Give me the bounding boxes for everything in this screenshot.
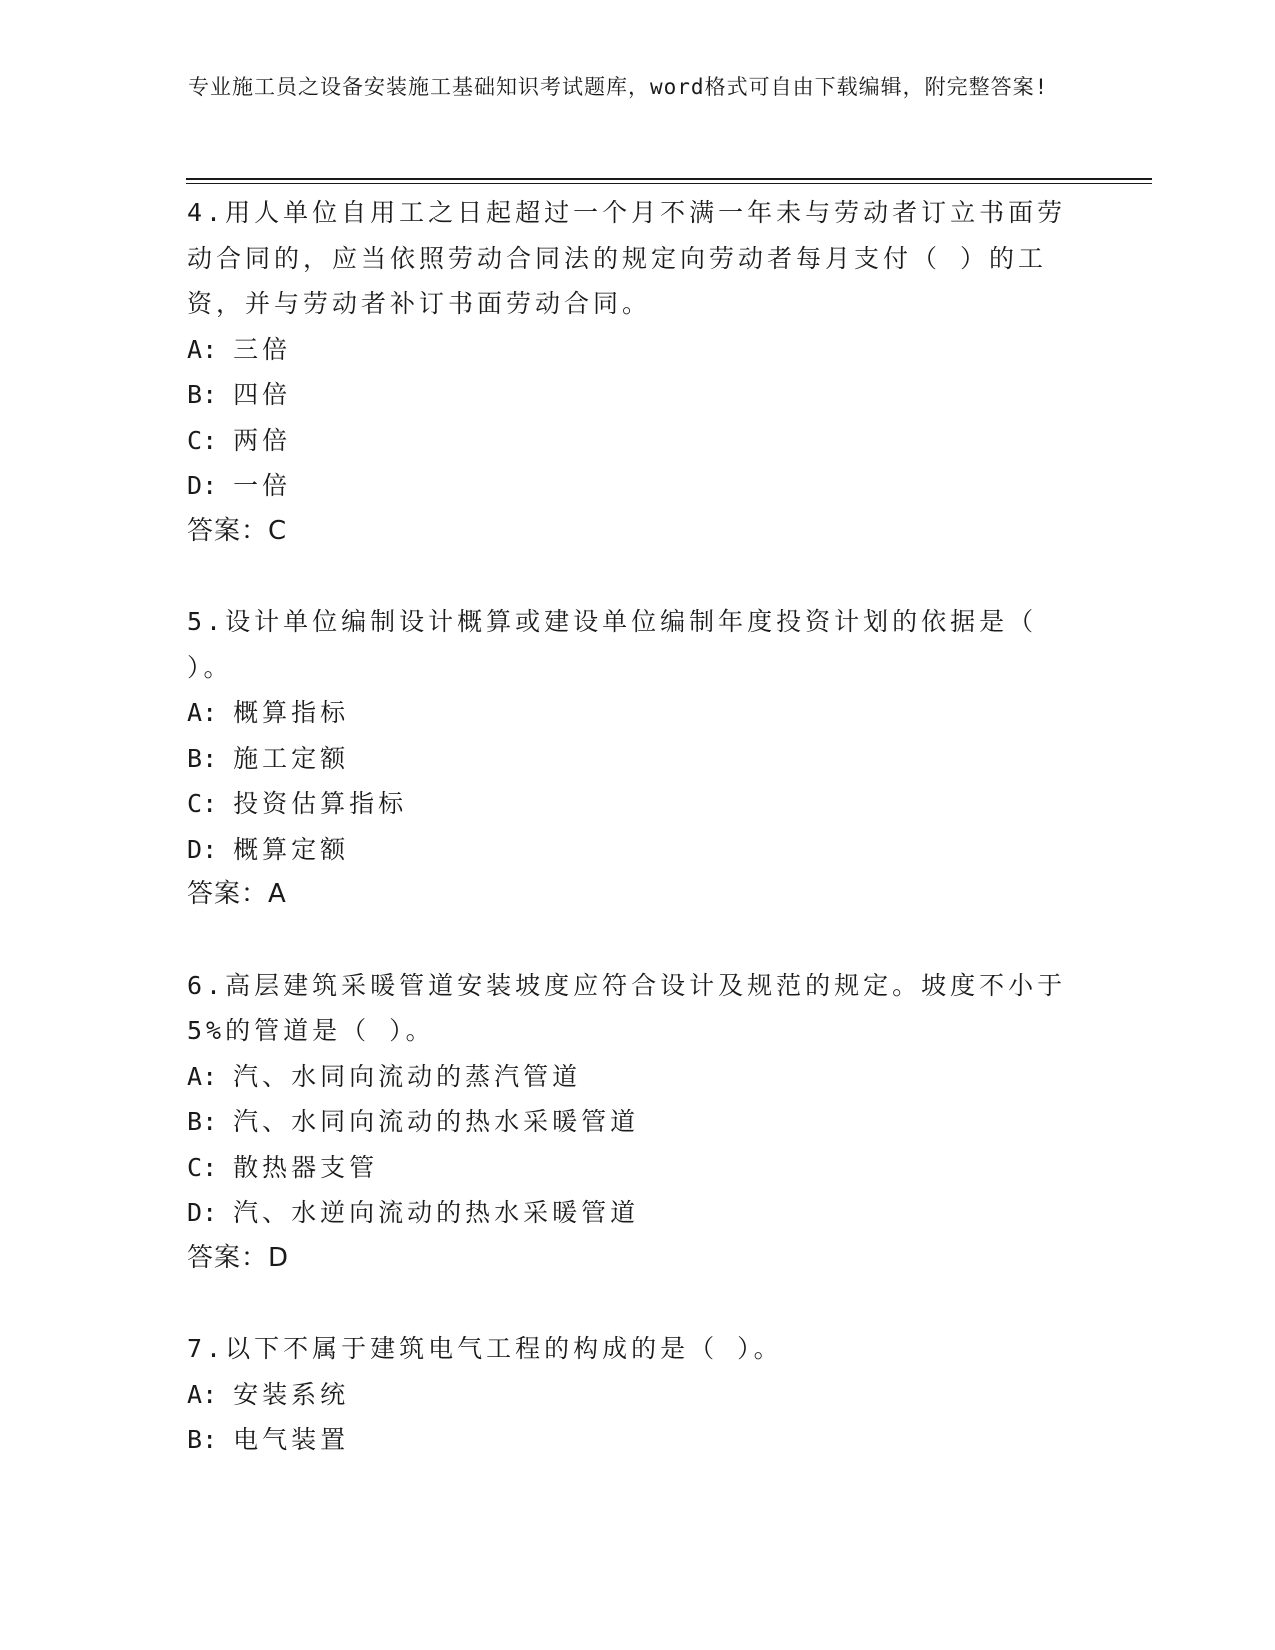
- option-text: 三倍: [233, 334, 292, 364]
- option-c: C: 散热器支管: [187, 1152, 379, 1182]
- option-text: 两倍: [233, 425, 292, 455]
- answer-line: [187, 1236, 1087, 1282]
- question-stem: [187, 190, 1087, 327]
- answer-value: D: [268, 1242, 290, 1273]
- question-number: 5.: [187, 607, 226, 636]
- option-text: 施工定额: [233, 743, 350, 773]
- option-text: 概算指标: [233, 698, 350, 727]
- option-text: 电气装置: [233, 1425, 350, 1454]
- option-list: [187, 690, 1087, 872]
- option-text: 概算定额: [233, 834, 350, 864]
- question-6: [187, 963, 1087, 1282]
- answer-value: C: [268, 515, 288, 546]
- option-a: A: 概算指标: [187, 698, 350, 727]
- question-text: 高层建筑采暖管道安装坡度应符合设计及规范的规定。坡度不小于5%的管道是（ ）。: [187, 970, 1067, 1045]
- option-text: 汽、水同向流动的蒸汽管道: [233, 1061, 582, 1091]
- option-list: [187, 1054, 1087, 1236]
- option-text: 汽、水同向流动的热水采暖管道: [233, 1107, 640, 1136]
- question-7: [187, 1326, 1087, 1463]
- option-text: 安装系统: [233, 1379, 350, 1409]
- option-b: B: 施工定额: [187, 743, 350, 773]
- option-b: B: 电气装置: [187, 1425, 350, 1454]
- option-text: 投资估算指标: [233, 789, 408, 818]
- answer-line: [187, 509, 1087, 555]
- answer-label: 答案：: [187, 1242, 269, 1273]
- option-d: D: 一倍: [187, 471, 292, 500]
- answer-line: [187, 872, 1087, 918]
- answer-label: 答案：: [187, 879, 269, 909]
- question-stem: [187, 963, 1087, 1054]
- answer-label: 答案：: [187, 515, 269, 546]
- option-d: D: 概算定额: [187, 834, 350, 864]
- question-number: 7.: [187, 1334, 226, 1363]
- option-text: 一倍: [233, 471, 292, 500]
- question-stem: [187, 599, 1087, 690]
- option-d: D: 汽、水逆向流动的热水采暖管道: [187, 1198, 640, 1227]
- question-number: 4.: [187, 198, 226, 227]
- option-a: A: 三倍: [187, 334, 292, 364]
- option-list: [187, 1372, 1087, 1463]
- document-header: 专业施工员之设备安装施工基础知识考试题库，word格式可自由下载编辑，附完整答案!: [188, 75, 1049, 99]
- option-c: C: 两倍: [187, 425, 292, 455]
- option-text: 散热器支管: [233, 1152, 379, 1182]
- question-text: 设计单位编制设计概算或建设单位编制年度投资计划的依据是（ ）。: [187, 607, 1038, 682]
- question-stem: [187, 1326, 1087, 1372]
- question-5: [187, 599, 1087, 918]
- question-text: 以下不属于建筑电气工程的构成的是（ ）。: [225, 1334, 783, 1363]
- option-c: C: 投资估算指标: [187, 789, 408, 818]
- option-list: [187, 327, 1087, 509]
- question-text: 用人单位自用工之日起超过一个月不满一年未与劳动者订立书面劳动合同的，应当依照劳动合同法的规定向劳动者每月支付（ ）的工资，并与劳动者补订书面劳动合同。: [187, 198, 1067, 318]
- option-b: B: 汽、水同向流动的热水采暖管道: [187, 1107, 640, 1136]
- header-rule-thin: [186, 183, 1152, 184]
- option-a: A: 汽、水同向流动的蒸汽管道: [187, 1061, 582, 1091]
- question-4: [187, 190, 1087, 554]
- question-list: [187, 190, 1087, 1508]
- option-text: 汽、水逆向流动的热水采暖管道: [233, 1198, 640, 1227]
- option-b: B: 四倍: [187, 380, 292, 409]
- header-rule-thick: [186, 178, 1152, 180]
- question-number: 6.: [187, 970, 226, 1000]
- option-a: A: 安装系统: [187, 1379, 350, 1409]
- option-text: 四倍: [233, 380, 292, 409]
- answer-value: A: [268, 879, 287, 909]
